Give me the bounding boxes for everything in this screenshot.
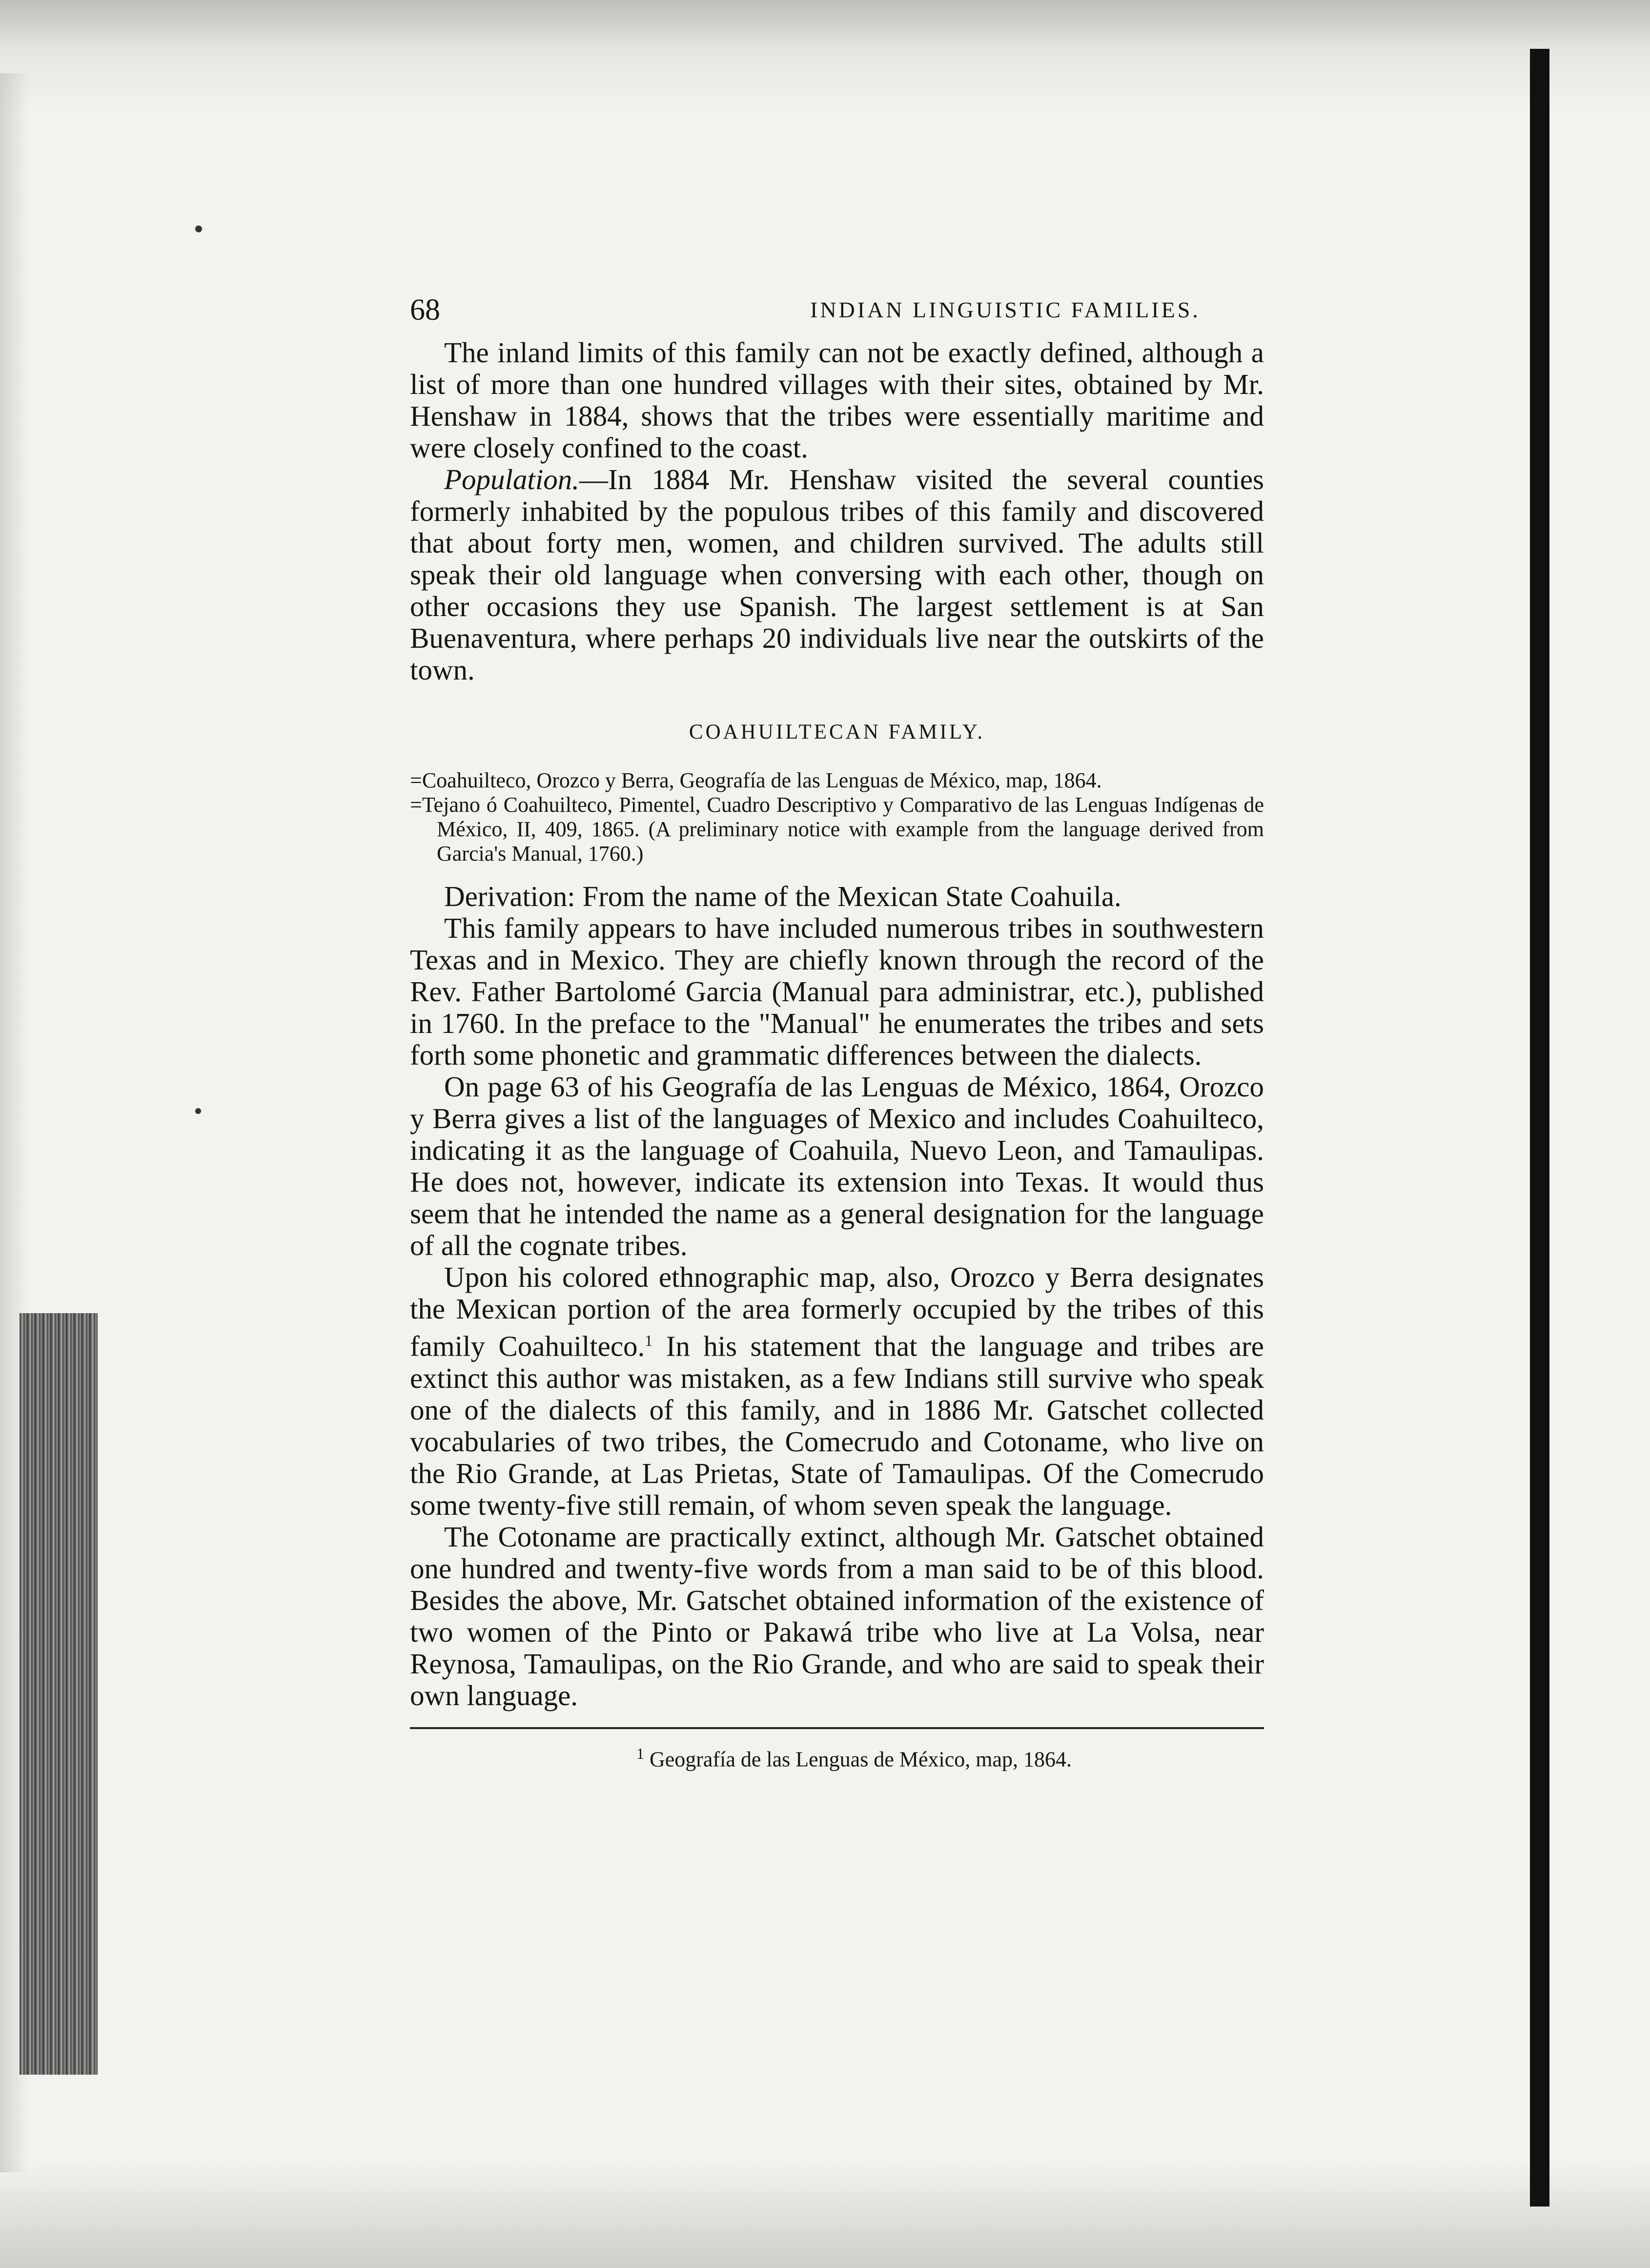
scan-speck <box>195 1108 201 1114</box>
scan-speck <box>195 226 202 232</box>
population-paragraph <box>410 464 1264 686</box>
final-paragraph: The Cotoname are practically extinct, although Mr. Gatschet obtained one hundred and twenty-five words from a man said to be of this blood. Besides the above, Mr. Gatschet obtained information of the existence of two women of the Pinto or Pakawá tribe who live at La Volsa, near Reynosa, Tamaulipas, on the Rio Grande, and who are said to speak their own language. <box>410 1520 1264 1711</box>
running-head <box>410 293 1264 337</box>
scan-binding-bar <box>1530 49 1549 2206</box>
body-paragraph: This family appears to have included numerous tribes in southwestern Texas and in Mexico. They are chiefly known through the record of the Rev. Father Bartolomé Garcia (Manual para administrar, etc.), published in 1760. In the preface to the "Manual" he enumerates the tribes and sets forth some phonetic and grammatic differences between the dialects. <box>410 912 1264 1071</box>
population-label: Population. <box>444 463 579 495</box>
map-paragraph-continuation: In his statement that the language and tribes are extinct this author was mistaken, as a few Indians still survive who speak one of the dialects of this family, and in 1886 Mr. Gatschet collected vocabularies of two tribes, the Comecrudo and Cotoname, who live on the Rio Grande, at Las Prietas, State of Tamaulipas. Of the Comecrudo some twenty-five still remain, of whom seven speak the language. <box>410 1330 1264 1521</box>
scan-edge-strip <box>20 1313 98 2075</box>
page-number: 68 <box>410 293 440 327</box>
book-page <box>410 293 1264 1775</box>
synonymy-entry: =Tejano ó Coahuilteco, Pimentel, Cuadro Descriptivo y Comparativo de las Lenguas Indígenas de México, II, 409, 1865. (A preliminary notice with example from the language derived from Garcia's Manual, 1760.) <box>410 793 1264 866</box>
scan-top-shadow <box>0 0 1650 112</box>
body-paragraph: On page 63 of his Geografía de las Lenguas de México, 1864, Orozco y Berra gives a list of the languages of Mexico and includes Coahuilteco, indicating it as the language of Coahuila, Nuevo Leon, and Tamaulipas. He does not, however, indicate its extension into Texas. It would thus seem that he intended the name as a general designation for the language of all the cognate tribes. <box>410 1071 1264 1261</box>
section-heading: COAHUILTECAN FAMILY. <box>689 721 985 743</box>
footnote-mark: 1 <box>636 1744 644 1762</box>
synonymy-entry: =Coahuilteco, Orozco y Berra, Geografía de las Lenguas de México, map, 1864. <box>410 768 1102 792</box>
derivation-paragraph: Derivation: From the name of the Mexican State Coahuila. <box>444 880 1121 912</box>
map-paragraph-text: Upon his colored ethnographic map, also, Orozco y Berra designates the Mexican portion of the area formerly occupied by the tribes of this family Coahuilteco. <box>410 1261 1264 1362</box>
footnote-reference: 1 <box>645 1332 653 1349</box>
running-title: INDIAN LINGUISTIC FAMILIES. <box>810 297 1201 322</box>
scan-bottom-shadow <box>0 2161 1650 2268</box>
footnote-text: Geografía de las Lenguas de México, map, 1864. <box>644 1747 1072 1772</box>
footnote <box>410 1738 1264 1775</box>
population-text: —In 1884 Mr. Henshaw visited the several counties formerly inhabited by the populous tribes of this family and discovered that about forty men, women, and children survived. The adults still speak their old language when conversing with each other, though on other occasions they use Spanish. The largest settlement is at San Buenaventura, where perhaps 20 individuals live near the outskirts of the town. <box>410 463 1264 686</box>
map-paragraph <box>410 1261 1264 1521</box>
footnote-rule <box>410 1727 1264 1729</box>
intro-paragraph: The inland limits of this family can not be exactly defined, although a list of more than one hundred villages with their sites, obtained by Mr. Henshaw in 1884, shows that the tribes were essentially maritime and were closely confined to the coast. <box>410 336 1264 464</box>
